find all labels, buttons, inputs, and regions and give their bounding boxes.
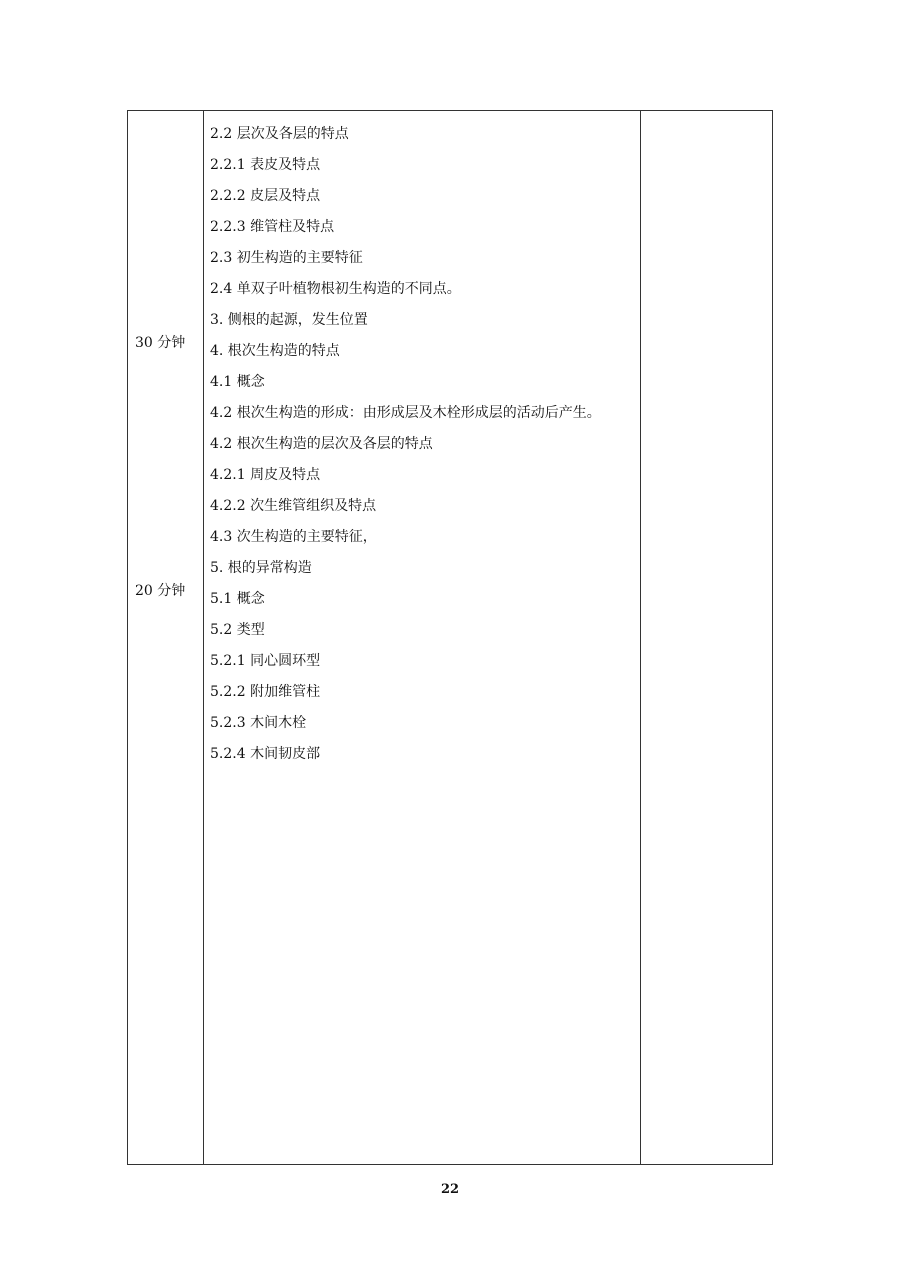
outline-item: 5.2.4 木间韧皮部 — [210, 746, 321, 762]
teaching-outline — [210, 119, 635, 770]
outline-item: 4.2 根次生构造的层次及各层的特点 — [210, 436, 433, 452]
outline-item: 4.3 次生构造的主要特征， — [210, 529, 377, 545]
time-allocation-30: 30 分钟 — [135, 335, 186, 351]
outline-item: 2.3 初生构造的主要特征 — [210, 250, 363, 266]
outline-item: 5.2.3 木间木栓 — [210, 715, 307, 731]
outline-item: 3. 侧根的起源，发生位置 — [210, 312, 368, 328]
outline-item: 5.2 类型 — [210, 622, 265, 638]
outline-item: 2.2.1 表皮及特点 — [210, 157, 321, 173]
outline-item: 5.1 概念 — [210, 591, 265, 607]
outline-item: 4. 根次生构造的特点 — [210, 343, 340, 359]
column-divider-left — [203, 111, 204, 1164]
outline-item: 2.2.3 维管柱及特点 — [210, 219, 335, 235]
outline-item: 4.1 概念 — [210, 374, 265, 390]
outline-item: 2.2.2 皮层及特点 — [210, 188, 321, 204]
outline-item: 5.2.1 同心圆环型 — [210, 653, 321, 669]
outline-item: 4.2.1 周皮及特点 — [210, 467, 321, 483]
lesson-plan-table — [127, 110, 773, 1165]
time-allocation-20: 20 分钟 — [135, 583, 186, 599]
outline-item: 4.2.2 次生维管组织及特点 — [210, 498, 377, 514]
outline-item: 5.2.2 附加维管柱 — [210, 684, 321, 700]
page-number: 22 — [440, 1182, 460, 1197]
column-divider-right — [640, 111, 641, 1164]
outline-item: 4.2 根次生构造的形成：由形成层及木栓形成层的活动后产生。 — [210, 405, 601, 421]
outline-item: 2.4 单双子叶植物根初生构造的不同点。 — [210, 281, 461, 297]
outline-item: 5. 根的异常构造 — [210, 560, 312, 576]
outline-item: 2.2 层次及各层的特点 — [210, 126, 349, 142]
